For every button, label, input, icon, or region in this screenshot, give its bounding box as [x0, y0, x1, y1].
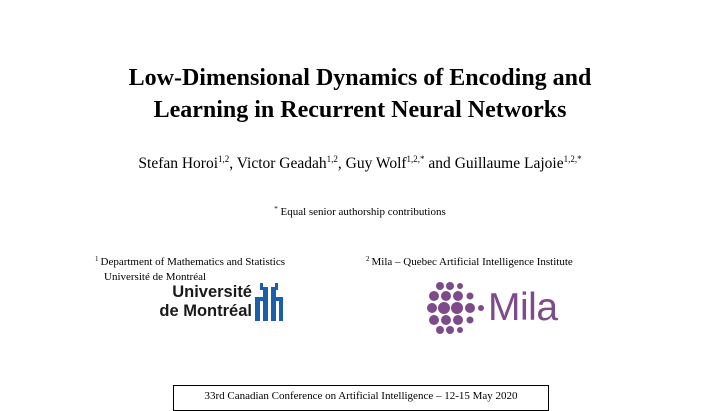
affiliation-2-text: Mila – Quebec Artificial Intelligence Institute [371, 256, 573, 268]
paper-title [0, 62, 720, 126]
affiliation-1-number: 1 [95, 255, 99, 263]
affiliation-1 [95, 255, 285, 285]
author-separator: , [229, 155, 237, 172]
udem-logo-line-1: Université [172, 283, 252, 301]
author-separator: , [337, 155, 346, 172]
mila-dots-icon [426, 280, 486, 336]
author-name: Victor Geadah [236, 155, 327, 172]
author-name: Guillaume Lajoie [454, 155, 564, 172]
title-line-1: Low-Dimensional Dynamics of Encoding and [128, 65, 592, 91]
author-affiliation-sup: 1,2 [326, 154, 338, 164]
udem-pavilion-icon [254, 283, 284, 323]
udem-logo-text [160, 283, 252, 321]
affiliation-2 [366, 255, 573, 270]
author-affiliation-sup: 1,2,* [563, 154, 582, 164]
author-separator: and [424, 155, 455, 172]
equal-contribution-text: Equal senior authorship contributions [280, 206, 446, 218]
author-affiliation-sup: 1,2 [218, 154, 230, 164]
mila-logo [426, 280, 566, 336]
author-list [0, 155, 720, 173]
author-name: Guy Wolf [345, 155, 407, 172]
affiliation-2-number: 2 [366, 255, 370, 263]
udem-logo-line-2: de Montréal [159, 302, 252, 320]
conference-footer: 33rd Canadian Conference on Artificial Intelligence – 12-15 May 2020 [173, 385, 549, 411]
mila-logo-text: Mila [488, 286, 558, 329]
affiliation-1-line-2: Université de Montréal [104, 271, 207, 283]
author-affiliation-sup: 1,2,* [406, 154, 425, 164]
equal-contribution-mark: * [274, 205, 278, 213]
title-line-2: Learning in Recurrent Neural Networks [153, 97, 567, 123]
equal-contribution-note [0, 206, 720, 218]
author-name: Stefan Horoi [138, 155, 219, 172]
affiliation-1-line-1: Department of Mathematics and Statistics [100, 256, 286, 268]
udem-logo [160, 283, 290, 335]
